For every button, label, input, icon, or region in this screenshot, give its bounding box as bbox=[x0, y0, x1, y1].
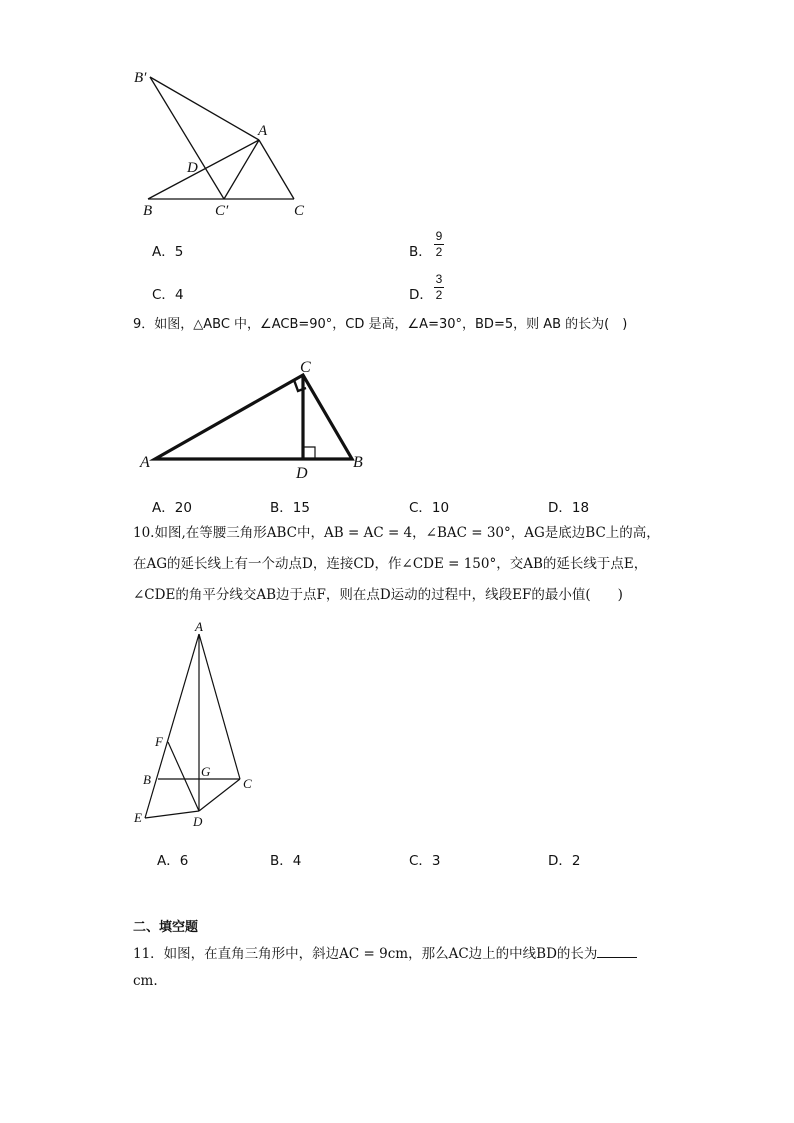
option-letter: C． bbox=[152, 287, 175, 303]
q11-stem-line2: cm. bbox=[133, 973, 158, 989]
q10-stem-line3: ∠CDE的角平分线交AB边于点F，则在点D运动的过程中，线段EF的最小值( ) bbox=[133, 587, 623, 603]
q9-option-b[interactable]: B．15 bbox=[270, 500, 310, 516]
label-d: D bbox=[193, 814, 203, 829]
segment-a-e bbox=[145, 634, 199, 818]
label-b: B bbox=[143, 772, 151, 787]
section-title-fill-in: 二、填空题 bbox=[133, 920, 199, 935]
label-b: B bbox=[353, 454, 363, 471]
label-g: G bbox=[201, 764, 211, 779]
label-f: F bbox=[155, 734, 163, 749]
label-a: A bbox=[140, 454, 150, 471]
segment-f-d bbox=[168, 742, 199, 811]
label-d: D bbox=[296, 465, 308, 482]
right-angle-mark-d bbox=[303, 447, 315, 459]
q9-option-d[interactable]: D．18 bbox=[548, 500, 590, 516]
q8-option-b-fraction bbox=[434, 230, 444, 259]
segment-bprime-a bbox=[150, 77, 259, 140]
q10-option-c[interactable]: C．3 bbox=[409, 853, 441, 869]
label-c: C bbox=[300, 359, 311, 376]
triangle-abc bbox=[155, 375, 352, 459]
label-cprime: C′ bbox=[215, 203, 229, 219]
segment-e-d bbox=[145, 811, 199, 818]
q10-option-a[interactable]: A．6 bbox=[157, 853, 189, 869]
label-a: A bbox=[195, 619, 203, 634]
q10-stem-line2: 在AG的延长线上有一个动点D，连接CD，作∠CDE = 150°，交AB的延长线于点E， bbox=[133, 556, 648, 572]
segment-b-a bbox=[148, 140, 259, 199]
q11-stem-line1 bbox=[133, 945, 637, 962]
q8-option-b-letter[interactable]: B． bbox=[409, 244, 432, 260]
segment-c-d bbox=[199, 779, 240, 811]
denominator: 2 bbox=[435, 288, 443, 302]
q9-option-a[interactable]: A．20 bbox=[152, 500, 192, 516]
label-c: C bbox=[243, 776, 252, 791]
answer-blank[interactable] bbox=[597, 945, 637, 958]
label-b: B bbox=[143, 203, 153, 219]
segment-a-c bbox=[259, 140, 294, 199]
denominator: 2 bbox=[435, 245, 443, 259]
q9-figure bbox=[135, 350, 375, 485]
q8-option-a[interactable] bbox=[152, 240, 183, 260]
q10-option-b[interactable]: B．4 bbox=[270, 853, 302, 869]
option-text: 5 bbox=[174, 244, 184, 260]
q8-option-d-letter[interactable]: D． bbox=[409, 287, 433, 303]
option-letter: A． bbox=[152, 244, 175, 260]
q8-option-c[interactable] bbox=[152, 283, 184, 303]
label-d: D bbox=[187, 160, 198, 176]
label-bprime: B′ bbox=[134, 70, 147, 86]
q9-stem: 9．如图，△ABC 中，∠ACB=90°，CD 是高，∠A=30°，BD=5，则 AB 的长为( ) bbox=[133, 317, 628, 332]
q8-option-d-fraction bbox=[434, 273, 444, 302]
q8-figure bbox=[125, 60, 325, 225]
segment-bprime-cprime bbox=[150, 77, 224, 199]
q10-stem-line1: 10.如图,在等腰三角形ABC中，AB = AC = 4，∠BAC = 30°，AG是底边BC上的高， bbox=[133, 525, 660, 541]
numerator: 3 bbox=[435, 272, 443, 286]
q10-option-d[interactable]: D．2 bbox=[548, 853, 581, 869]
label-a: A bbox=[258, 123, 268, 139]
label-c: C bbox=[294, 203, 305, 219]
q10-figure bbox=[130, 615, 265, 835]
option-text: 4 bbox=[174, 287, 184, 303]
segment-a-c bbox=[199, 634, 240, 779]
q11-stem-text: 11．如图，在直角三角形中，斜边AC = 9cm，那么AC边上的中线BD的长为 bbox=[133, 946, 598, 962]
q9-option-c[interactable]: C．10 bbox=[409, 500, 450, 516]
label-e: E bbox=[134, 810, 142, 825]
numerator: 9 bbox=[435, 229, 443, 243]
